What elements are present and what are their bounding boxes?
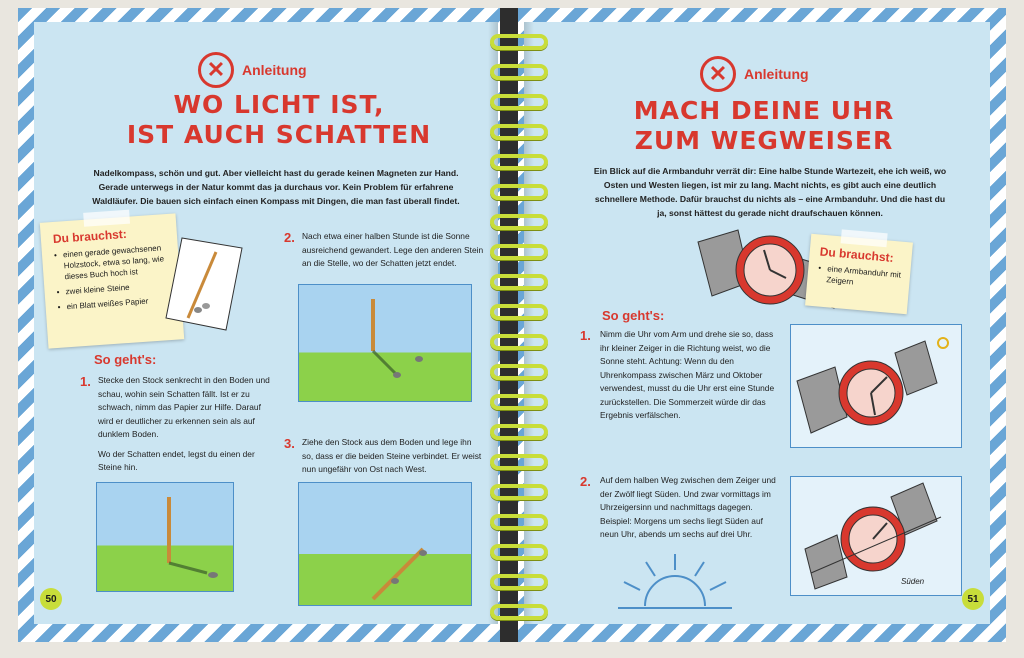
intro-text-right: Ein Blick auf die Armbanduhr verrät dir: Eine halbe Stunde Wartezeit, ehe ich weiß, wo Osten und Westen liegen, ist mir zu lang. Macht nichts, es gibt auch eine deutlich schnellere Methode. Dafür brauchst du nichts als – eine Armbanduhr. Und die hast du ja, sonst hättest du gerade nicht draufschauen können. [593, 166, 947, 218]
step-number: 1. [580, 328, 591, 343]
scene-step-2 [298, 284, 472, 402]
page-number-right: 51 [962, 588, 984, 610]
page-number-left: 50 [40, 588, 62, 610]
needs-title: Du brauchst: [52, 226, 128, 247]
intro-text-left: Nadelkompass, schön und gut. Aber vielleicht hast du gerade keinen Magneten zur Hand. Gerade unterwegs in der Natur kommt das ja durchaus vor. Kein Problem für erfahrene Waldläufer. Die bauen sich einfach einen Kompass mit Dingen, die man fast überall findet. [92, 168, 460, 206]
watch-step-1 [790, 324, 962, 448]
list-item: • zwei kleine Steine [56, 279, 170, 298]
step-text: Auf dem halben Weg zwischen dem Zeiger und der Zwölf liegt Süden. Und zwar vormittags im Uhrzeigersinn und nachmittags dagegen. Beispiel: Morgens um sechs liegt Süden auf neun Uhr, abends um sechs auf drei Uhr. [600, 475, 776, 539]
cross-circle-icon: ✕ [198, 52, 234, 88]
needs-note-right [805, 234, 913, 315]
page-right [518, 8, 1006, 642]
open-book [18, 8, 1006, 642]
anleitung-header-right [700, 56, 809, 92]
step-text: Nimm die Uhr vom Arm und drehe sie so, dass ihr kleiner Zeiger in die Richtung weist, wo die Sonne steht. Achtung: Wenn du den Uhrenkompass zwischen März und Oktober verwendest, musst du die Uhr erst eine Stunde zurückstellen. Die Sommerzeit würde dir das Ergebnis verfälschen. [600, 329, 775, 420]
step-text: Nach etwa einer halben Stunde ist die Sonne ausreichend gewandert. Lege den anderen Stein an die Stelle, wo der Schatten jetzt endet. [302, 231, 484, 268]
page-left [18, 8, 504, 642]
step-text: Ziehe den Stock aus dem Boden und lege ihn so, dass er die beiden Steine verbindet. Er weist nun ungefähr von Ost nach West. [302, 437, 482, 474]
anleitung-header-left [198, 52, 307, 88]
needs-note-left [40, 213, 184, 348]
list-item: • eine Armbanduhr mit Zeigern [817, 262, 903, 291]
step-number: 2. [580, 474, 591, 489]
needs-list [817, 262, 903, 291]
spiral-binding [490, 34, 550, 634]
south-label: Süden [901, 577, 925, 586]
step-number: 1. [80, 374, 91, 389]
anleitung-label: Anleitung [744, 66, 809, 82]
howto-title-left: So geht's: [94, 352, 157, 367]
anleitung-label: Anleitung [242, 62, 307, 78]
scene-step-1 [96, 482, 234, 592]
cross-circle-icon: ✕ [700, 56, 736, 92]
page-title-left: WO LICHT IST, IST AUCH SCHATTEN [126, 90, 432, 149]
page-right-content [524, 22, 990, 624]
step-text: Stecke den Stock senkrecht in den Boden und schau, wohin sein Schatten fällt. Ist er zu schwach, nimm das Papier zur Hilfe. Darauf wird er deutlicher zu erkennen sein als auf dunklem Boden. Wo der Schatten endet, legst du einen der Steine hin. [98, 375, 270, 472]
paper-stick-illustration [164, 230, 244, 334]
scene-step-3 [298, 482, 472, 606]
howto-title-right: So geht's: [602, 308, 665, 323]
watch-step-2 [790, 476, 962, 596]
list-item: • einen gerade gewachsenen Holzstock, etwa so lang, wie dieses Buch hoch ist [54, 242, 170, 283]
page-title-right: MACH DEINE UHR ZUM WEGWEISER [633, 96, 895, 155]
sun-illustration [610, 550, 740, 614]
page-left-content [34, 22, 498, 624]
needs-list [54, 242, 172, 313]
step-number: 2. [284, 230, 295, 245]
list-item: • ein Blatt weißes Papier [57, 294, 171, 313]
step-number: 3. [284, 436, 295, 451]
needs-title: Du brauchst: [819, 244, 895, 265]
